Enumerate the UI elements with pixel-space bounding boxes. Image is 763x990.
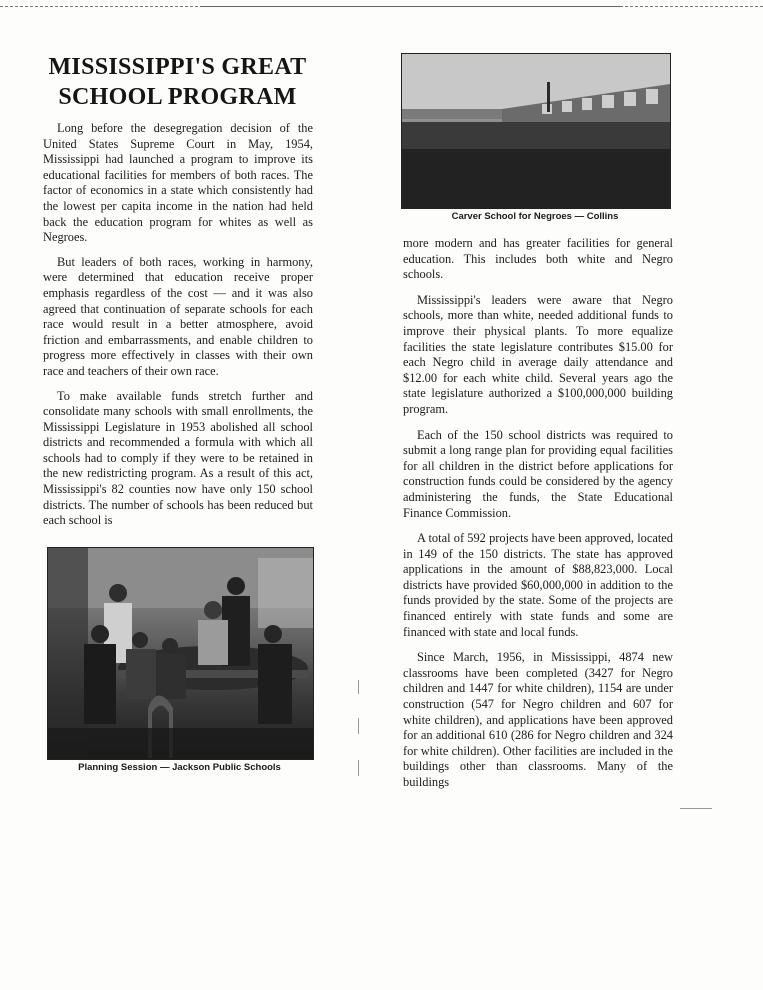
corner-mark <box>680 808 712 809</box>
paragraph: But leaders of both races, working in harmony, were determined that education receive proper emphasis regardless of the cost — and it was also agreed that continuation of separate schools for each race would result in a better atmosphere, avoid friction and embarrassments, and enable children to progress more effectively in classes with their own race and teachers of their own race. <box>43 254 313 378</box>
planning-photo-caption: Planning Session — Jackson Public Schools <box>78 762 281 773</box>
planning-photo-art <box>48 548 313 759</box>
paragraph: To make available funds stretch further and consolidate many schools with small enrollments, the Mississippi Legislature in 1953 abolished all school districts and recommended a formula with which all schools had to comply if they were to be retained in the new redistricting program. As a result of this act, Mississippi's 82 counties now have only 150 school districts. The number of schools has been reduced but each school is <box>43 388 313 528</box>
paragraph: Mississippi's leaders were aware that Negro schools, more than white, needed additional funds to improve their physical plants. To more equalize facilities the state legislature contributes $15.00 for each Negro child in average daily attendance and $12.00 for each white child. Several years ago the state legislature authorized a $100,000,000 building program. <box>403 292 673 416</box>
paragraph: Long before the desegregation decision of the United States Supreme Court in May, 1954, Mississippi had launched a program to improve its educational facilities for members of both races. The factor of economics in a state which consistently had the lowest per capita income in the nation had held back the education program for whites as well as Negroes. <box>43 121 313 245</box>
paragraph: more modern and has greater facilities for general education. This includes both white and Negro schools. <box>403 236 673 282</box>
title-line-1: MISSISSIPPI'S GREAT <box>48 54 307 80</box>
gutter-mark <box>358 680 359 694</box>
carver-photo-caption: Carver School for Negroes — Collins <box>451 211 619 222</box>
left-column <box>43 121 313 538</box>
title-line-2: SCHOOL PROGRAM <box>58 84 297 110</box>
paragraph: Each of the 150 school districts was required to submit a long range plan for providing equal facilities for all children in the district before applications for construction funds could be considered by the agency administering the funds, the State Educational Finance Commission. <box>403 427 673 520</box>
planning-session-photo <box>47 547 314 760</box>
article-title <box>40 52 315 112</box>
carver-school-photo <box>401 53 671 209</box>
top-solid-rule <box>200 6 620 7</box>
gutter-mark <box>358 760 359 776</box>
paragraph: A total of 592 projects have been approved, located in 149 of the 150 districts. The state has approved applications in the amount of $88,823,000. Local districts have provided $60,000,000 in addition to the funds provided by the state. Some of the projects are financed entirely with state funds and some are financed with state and local funds. <box>403 531 673 639</box>
carver-photo-art <box>402 54 670 208</box>
gutter-mark <box>358 718 359 734</box>
paragraph: Since March, 1956, in Mississippi, 4874 new classrooms have been completed (3427 for Negro children and 1447 for white children), 1154 are under construction (547 for Negro children and 607 for white children), and applications have been approved for an additional 610 (286 for Negro children and 324 for white children). Other facilities are included in the buildings other than classrooms. Many of the buildings <box>403 650 673 789</box>
right-column <box>403 236 673 801</box>
